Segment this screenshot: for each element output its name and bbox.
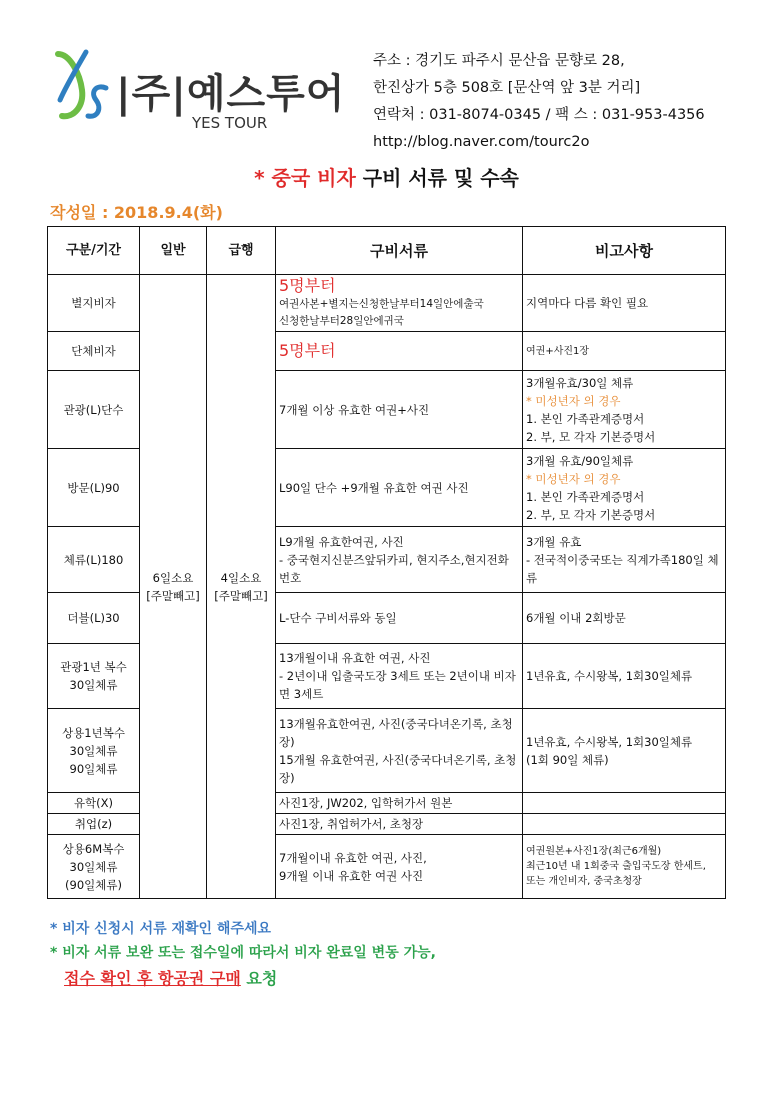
doc-line: - 2년이내 입출국도장 3세트 또는 2년이내 비자면 3세트 — [279, 669, 516, 701]
visa-requirements-table — [47, 226, 726, 899]
doc-line: 7개월이내 유효한 여권, 사진, — [279, 850, 427, 865]
minor-note: * 미성년자 의 경우 — [526, 393, 621, 408]
note-line: 6개월 이내 2회방문 — [526, 611, 626, 625]
row-notes — [523, 644, 726, 709]
row-documents — [276, 371, 523, 449]
row-category — [48, 332, 140, 371]
brand-sub: YES TOUR — [192, 114, 268, 132]
header-express: 급행 — [207, 227, 276, 275]
row-documents — [276, 332, 523, 371]
cat-line: 더블(L)30 — [67, 611, 120, 625]
cat-line: 체류(L)180 — [63, 552, 124, 567]
row-notes — [523, 332, 726, 371]
row-category — [48, 814, 140, 835]
table-row — [48, 275, 726, 332]
cat-line: 30일체류 — [69, 743, 118, 758]
blog-link[interactable]: http://blog.naver.com/tourc2o — [373, 134, 590, 150]
row-notes — [523, 275, 726, 332]
note-line: 3개월 유효 — [526, 534, 582, 549]
footer-note-3-rest: 요청 — [240, 969, 278, 988]
header-documents: 구비서류 — [276, 227, 523, 275]
row-category — [48, 644, 140, 709]
doc-line: 여권사본+별지는신청한날부터14일안에출국 — [279, 298, 484, 310]
cat-line: 단체비자 — [71, 344, 116, 358]
row-category — [48, 449, 140, 527]
footer-note-2: * 비자 서류 보완 또는 접수일에 따라서 비자 완료일 변동 가능, — [50, 945, 436, 961]
row-category — [48, 275, 140, 332]
address-line-1: 주소 : 경기도 파주시 문산읍 문향로 28, — [373, 53, 625, 69]
general-excl: [주말빼고] — [146, 588, 200, 603]
row-notes — [523, 814, 726, 835]
row-documents — [276, 814, 523, 835]
row-documents — [276, 793, 523, 814]
note-line: (1회 90일 체류) — [526, 752, 609, 767]
cat-line: (90일체류) — [65, 877, 122, 892]
footer-note-3-underlined: 접수 확인 후 항공권 구매 — [64, 969, 241, 988]
header-notes: 비고사항 — [523, 227, 726, 275]
note-line: 지역마다 다름 확인 필요 — [526, 296, 649, 310]
doc-line: 9개월 이내 유효한 여권 사진 — [279, 868, 424, 883]
header-category: 구분/기간 — [48, 227, 140, 275]
brand-name: |주|예스투어 — [116, 71, 346, 117]
doc-line: 13개월이내 유효한 여권, 사진 — [279, 651, 431, 665]
general-days: 6일소요 — [152, 570, 194, 585]
doc-line: L9개월 유효한여권, 사진 — [279, 534, 404, 549]
row-documents — [276, 835, 523, 899]
address-line-2: 한진상가 5층 508호 [문산역 앞 3분 거리] — [373, 80, 641, 96]
minor-note: * 미성년자 의 경우 — [526, 471, 621, 486]
general-duration — [140, 275, 207, 899]
row-notes — [523, 709, 726, 793]
footer-note-3 — [64, 966, 277, 989]
row-notes — [523, 793, 726, 814]
row-documents — [276, 449, 523, 527]
doc-line: 사진1장, 취업허가서, 초청장 — [279, 817, 424, 831]
note-line: 1년유효, 수시왕복, 1회30일체류 — [526, 734, 693, 749]
footer-note-1: * 비자 신청시 서류 재확인 해주세요 — [50, 921, 272, 937]
row-category — [48, 527, 140, 593]
note-line: 또는 개인비자, 중국초청장 — [526, 876, 642, 887]
note-line: 여권+사진1장 — [526, 345, 590, 357]
note-line: 1년유효, 수시왕복, 1회30일체류 — [526, 669, 693, 683]
note-line: 2. 부, 모 각자 기본증명서 — [526, 429, 656, 444]
min-people: 5명부터 — [279, 276, 336, 295]
row-documents — [276, 593, 523, 644]
cat-line: 취업(z) — [74, 817, 113, 831]
contact-info — [373, 48, 705, 156]
title-highlight: 중국 비자 — [271, 166, 356, 190]
cat-line: 유학(X) — [73, 796, 114, 810]
logo-mark-icon — [52, 44, 110, 124]
title-rest: 구비 서류 및 수속 — [355, 166, 519, 190]
doc-line: 13개월유효한여권, 사진(중국다녀온기록, 초청장) — [279, 716, 513, 749]
doc-line: - 중국현지신분즈앞뒤카피, 현지주소,현지전화번호 — [279, 552, 509, 585]
cat-line: 90일체류 — [69, 761, 118, 776]
cat-line: 30일체류 — [69, 859, 118, 874]
row-category — [48, 371, 140, 449]
page-title — [0, 162, 773, 191]
row-notes — [523, 371, 726, 449]
express-days: 4일소요 — [220, 570, 262, 585]
min-people: 5명부터 — [279, 341, 336, 360]
note-line: 3개월유효/30일 체류 — [526, 375, 634, 390]
table-header-row — [48, 227, 726, 275]
company-logo — [52, 40, 362, 140]
row-notes — [523, 527, 726, 593]
row-documents — [276, 644, 523, 709]
note-line: 3개월 유효/90일체류 — [526, 453, 634, 468]
phone-fax: 연락처 : 031-8074-0345 / 팩 스 : 031-953-4356 — [373, 107, 705, 123]
row-documents — [276, 275, 523, 332]
note-line: 여권원본+사진1장(최근6개월) — [526, 846, 662, 857]
row-category — [48, 709, 140, 793]
row-category — [48, 793, 140, 814]
express-duration — [207, 275, 276, 899]
written-date: 작성일 : 2018.9.4(화) — [50, 203, 223, 222]
doc-line: 신청한날부터28일안에귀국 — [279, 315, 404, 327]
doc-line: 사진1장, JW202, 입학허가서 원본 — [279, 796, 453, 810]
row-documents — [276, 709, 523, 793]
doc-line: L90일 단수 +9개월 유효한 여권 사진 — [279, 480, 469, 495]
cat-line: 상용6M복수 — [62, 841, 125, 856]
cat-line: 방문(L)90 — [67, 480, 120, 495]
cat-line: 관광(L)단수 — [63, 402, 124, 417]
row-category — [48, 593, 140, 644]
note-line: 1. 본인 가족관계증명서 — [526, 411, 645, 426]
doc-line: 7개월 이상 유효한 여권+사진 — [279, 402, 430, 417]
note-line: 최근10년 내 1회중국 출입국도장 한세트, — [526, 861, 706, 872]
express-excl: [주말빼고] — [214, 588, 268, 603]
note-line: 1. 본인 가족관계증명서 — [526, 489, 645, 504]
row-category — [48, 835, 140, 899]
row-documents — [276, 527, 523, 593]
doc-line: 15개월 유효한여권, 사진(중국다녀온기록, 초청장) — [279, 752, 517, 785]
cat-line: 관광1년 복수 — [60, 660, 127, 674]
doc-line: L-단수 구비서류와 동일 — [279, 611, 397, 625]
title-prefix: * — [254, 166, 272, 190]
header-general: 일반 — [140, 227, 207, 275]
row-notes — [523, 593, 726, 644]
cat-line: 30일체류 — [69, 678, 118, 692]
note-line: 2. 부, 모 각자 기본증명서 — [526, 507, 656, 522]
cat-line: 별지비자 — [71, 296, 116, 310]
row-notes — [523, 835, 726, 899]
note-line: - 전국적이중국또는 직계가족180일 체류 — [526, 552, 719, 585]
cat-line: 상용1년복수 — [62, 725, 125, 740]
row-notes — [523, 449, 726, 527]
